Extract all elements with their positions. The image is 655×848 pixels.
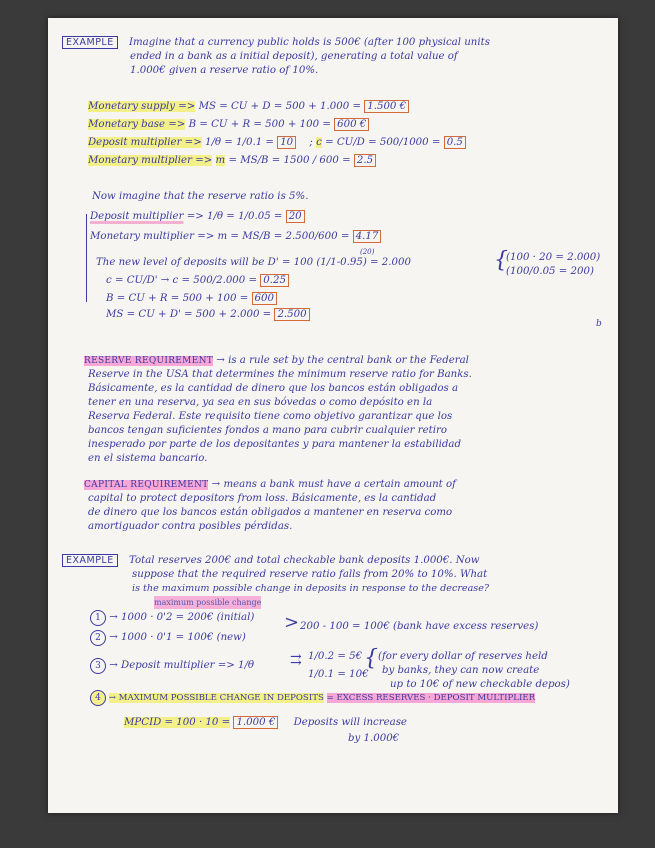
c-symbol: c [316,137,322,148]
scenario2-brace-line-1: (100 · 20 = 2.000) [506,252,601,263]
notebook-page [48,18,618,813]
reserve-requirement-line-8: en el sistema bancario. [88,453,208,464]
m-result: 2.5 [354,154,376,167]
example2-step-2 [90,630,246,646]
scenario2-b-result: 600 [252,292,277,305]
step-4-label: → MAXIMUM POSSIBLE CHANGE IN DEPOSITS [108,693,324,703]
example1-label: EXAMPLE [62,36,118,49]
step-3-text: → Deposit multiplier => 1/θ [109,660,255,671]
reserve-requirement-line-5: Reserva Federal. Este requisito tiene como objetivo garantizar que los [88,411,453,422]
scenario2-c-result: 0.25 [260,274,289,287]
multiplier-note-1: (for every dollar of reserves held [378,651,548,662]
example1-row-1 [62,36,490,49]
mpcid-row [124,716,407,729]
mpcid-result: 1.000 € [233,716,278,729]
monetary-supply-result: 1.500 € [364,100,409,113]
scenario2-monetary-row [90,230,381,243]
example2-line-1: Total reserves 200€ and total checkable bank deposits 1.000€. Now [128,555,480,566]
monetary-base-result: 600 € [334,118,369,131]
scenario2-b-row [106,292,277,305]
scenario2-ms-row [106,308,310,321]
reserve-requirement-line-4: tener en una reserva, ya sea en sus bóvedas o como depósito en la [88,397,433,408]
brace-right-icon: { [364,646,378,671]
monetary-supply-label: Monetary supply => [88,101,196,112]
capital-requirement-row-1 [84,478,456,492]
reserve-requirement-line-1: → is a rule set by the central bank or the Federal [216,355,469,366]
capital-requirement-term: CAPITAL REQUIREMENT [84,480,209,490]
margin-mark: b [596,319,602,329]
monetary-supply-row [88,100,409,113]
m-symbol: m [215,155,226,166]
multiplier-note-3: up to 10€ of new checkable depos) [390,679,570,690]
combine-arrow-icon: > [284,612,300,633]
scenario2-brace-line-2: (100/0.05 = 200) [506,266,594,277]
example2-label: EXAMPLE [62,554,118,567]
scenario2-c-row [106,274,289,287]
monetary-base-row [88,118,369,131]
c-eq: = CU/D = 500/1000 = [325,137,441,148]
reserve-requirement-line-3: Básicamente, es la cantidad de dinero que los bancos están obligados a [88,383,459,394]
step-4-eq: = EXCESS RESERVES · DEPOSIT MULTIPLIER [326,693,536,703]
step-3-badge: 3 [90,658,106,674]
multiplier-note-2: by banks, they can now create [382,665,540,676]
c-result: 0.5 [444,136,466,149]
example2-line-3 [132,582,489,595]
scenario2-monetary-label: Monetary multiplier [90,231,194,242]
step-2-badge: 2 [90,630,106,646]
scenario2-b-line: B = CU + R = 500 + 100 = [106,293,249,304]
split-arrow-icon: ⇉ [290,652,302,668]
scenario2-over-label: (20) [360,248,375,256]
conclusion-line-2: by 1.000€ [348,733,400,744]
capital-requirement-line-4: amortiguador contra posibles pérdidas. [88,521,293,532]
scenario2-c-line: c = CU/D' → c = 500/2.000 = [106,275,258,286]
m-eq: = MS/B = 1500 / 600 = [228,155,351,166]
conclusion-line-1: Deposits will increase [293,717,407,728]
example1-line-3: 1.000€ given a reserve ratio of 10%. [130,65,319,76]
deposit-multiplier-label: Deposit multiplier => [88,137,202,148]
monetary-supply-eq: MS = CU + D = 500 + 1.000 = [198,101,361,112]
example2-step-4 [90,690,535,706]
scenario2-monetary-result: 4.17 [353,230,382,243]
scenario2-new-level: The new level of deposits will be D' = 100 (1/1-0.95) = 2.000 [96,257,411,268]
reserve-requirement-line-6: bancos tengan suficientes fondos a mano para cubrir cualquier retiro [88,425,447,436]
deposit-multiplier-result: 10 [277,136,296,149]
example2-row-1 [62,554,480,567]
multiplier-b: 1/0.1 = 10€ [308,669,369,680]
reserve-requirement-row-1 [84,354,469,368]
scenario2-deposit-result: 20 [286,210,305,223]
step-2-text: → 1000 · 0'1 = 100€ (new) [109,632,246,643]
reserve-requirement-line-7: inesperado por parte de los depositantes y para mantener la estabilidad [88,439,462,450]
c-separator: ; [309,137,313,148]
example1-line-2: ended in a bank as a initial deposit), generating a total value of [130,51,458,62]
multiplier-a: 1/0.2 = 5€ [308,651,363,662]
example2-step-1 [90,610,254,626]
example2-line-2: suppose that the required reserve ratio falls from 20% to 10%. What [132,569,488,580]
monetary-base-label: Monetary base => [88,119,186,130]
scenario2-deposit-eq: => 1/θ = 1/0.05 = [186,211,283,222]
excess-reserves-text: 200 - 100 = 100€ (bank have excess reserves) [300,621,539,632]
step-4-badge: 4 [90,690,106,706]
example2-highlight: maximum possible change [154,598,262,607]
capital-requirement-line-2: capital to protect depositors from loss. Básicamente, es la cantidad [88,493,437,504]
monetary-multiplier-label: Monetary multiplier => [88,155,213,166]
scenario2-deposit-row [90,210,305,223]
example2-line-3-text: is the maximum possible change in deposits in response to the decrease? [132,583,490,594]
step-1-badge: 1 [90,610,106,626]
reserve-requirement-term: RESERVE REQUIREMENT [84,356,214,366]
scenario2-intro: Now imagine that the reserve ratio is 5%. [92,191,309,202]
brace-icon: { [494,248,508,273]
mpcid-eq: MPCID = 100 · 10 = [124,717,231,728]
scenario2-ms-result: 2.500 [274,308,309,321]
monetary-base-eq: B = CU + R = 500 + 100 = [188,119,331,130]
example2-step-3 [90,658,254,674]
scenario2-monetary-eq: => m = MS/B = 2.500/600 = [197,231,350,242]
scenario2-ms-line: MS = CU + D' = 500 + 2.000 = [106,309,272,320]
example1-line-1: Imagine that a currency public holds is 500€ (after 100 physical units [128,37,490,48]
capital-requirement-line-3: de dinero que los bancos están obligados a mantener en reserva como [88,507,453,518]
scenario2-bracket [86,214,87,302]
step-1-text: → 1000 · 0'2 = 200€ (initial) [109,612,255,623]
deposit-multiplier-row [88,136,466,149]
scenario2-deposit-label: Deposit multiplier [90,211,184,222]
monetary-multiplier-row [88,154,376,167]
deposit-multiplier-eq: 1/θ = 1/0.1 = [205,137,274,148]
capital-requirement-line-1: → means a bank must have a certain amount of [211,479,456,490]
reserve-requirement-line-2: Reserve in the USA that determines the minimum reserve ratio for Banks. [88,369,472,380]
